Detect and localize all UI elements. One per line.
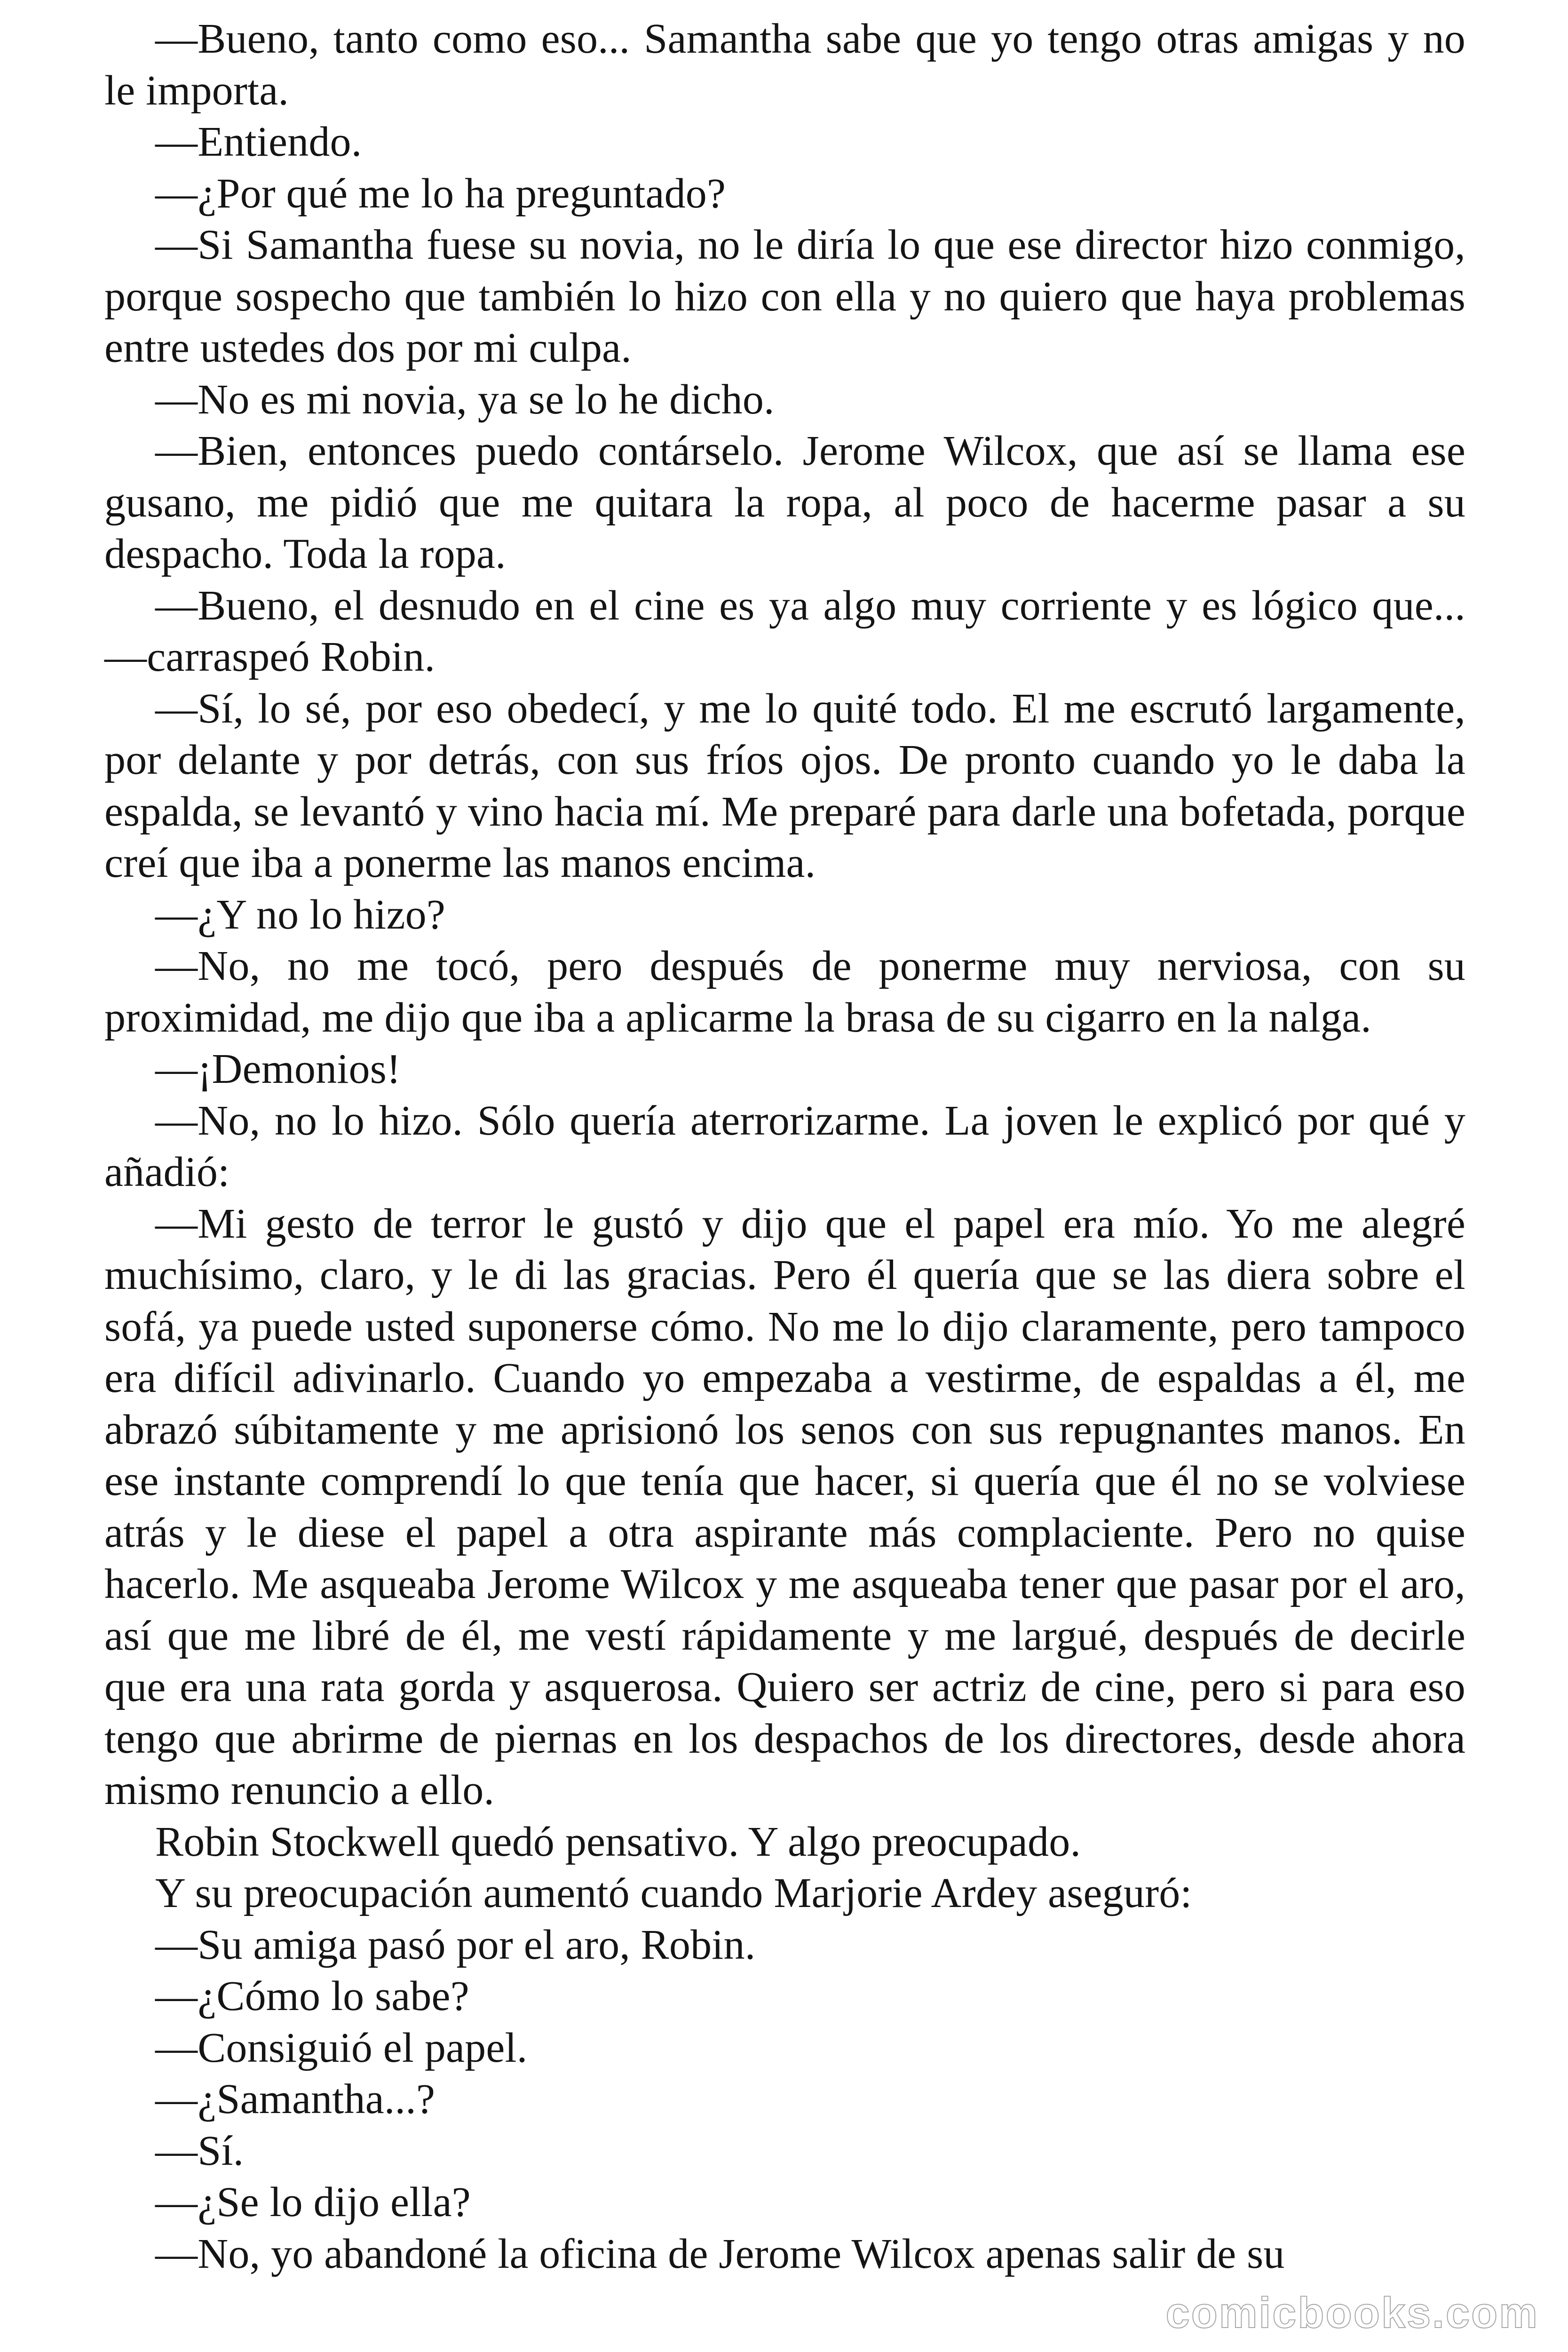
- paragraph: —Bueno, tanto como eso... Samantha sabe que yo tengo otras amigas y no le importa.: [104, 16, 1465, 114]
- paragraph: —Mi gesto de terror le gustó y dijo que el papel era mío. Yo me alegré muchísimo, claro, y le di las gracias. Pero él quería que se las diera sobre el sofá, ya puede usted suponerse cómo. No me lo dijo claramente, pero tampoco era difícil adivinarlo. Cuando yo empezaba a vestirme, de espaldas a él, me abrazó súbitamente y me aprisionó los senos con sus repugnantes manos. En ese instante comprendí lo que tenía que hacer, si quería que él no se volviese atrás y le diese el papel a otra aspirante más complaciente. Pero no quise hacerlo. Me asqueaba Jerome Wilcox y me asqueaba tener que pasar por el aro, así que me libré de él, me vestí rápidamente y me largué, después de decirle que era una rata gorda y asquerosa. Quiero ser actriz de cine, pero si para eso tengo que abrirme de piernas en los despachos de los directores, desde ahora mismo renuncio a ello.: [104, 1200, 1465, 1813]
- paragraph: —¿Por qué me lo ha preguntado?: [155, 170, 726, 217]
- paragraph: —¡Demonios!: [155, 1046, 401, 1092]
- paragraph: —Su amiga pasó por el aro, Robin.: [155, 1921, 756, 1968]
- paragraph: Y su preocupación aumentó cuando Marjorie Ardey aseguró:: [155, 1870, 1192, 1916]
- paragraph: —Sí, lo sé, por eso obedecí, y me lo quité todo. El me escrutó largamente, por delante y por detrás, con sus fríos ojos. De pronto cuando yo le daba la espalda, se levantó y vino hacia mí. Me preparé para darle una bofetada, porque creí que iba a ponerme las manos encima.: [104, 685, 1465, 886]
- paragraph: —¿Y no lo hizo?: [155, 891, 446, 938]
- book-page-text: [104, 13, 1465, 2280]
- paragraph: —¿Samantha...?: [155, 2076, 436, 2122]
- paragraph: —Bien, entonces puedo contárselo. Jerome Wilcox, que así se llama ese gusano, me pidió que me quitara la ropa, al poco de hacerme pasar a su despacho. Toda la ropa.: [104, 428, 1465, 577]
- paragraph: —Entiendo.: [155, 119, 362, 165]
- paragraph: —No, no lo hizo. Sólo quería aterrorizarme. La joven le explicó por qué y añadió:: [104, 1097, 1465, 1195]
- paragraph: —Sí.: [155, 2127, 244, 2174]
- paragraph: —No es mi novia, ya se lo he dicho.: [155, 376, 775, 423]
- paragraph: —Bueno, el desnudo en el cine es ya algo muy corriente y es lógico que... —carraspeó Robin.: [104, 582, 1465, 680]
- paragraph: —No, no me tocó, pero después de ponerme muy nerviosa, con su proximidad, me dijo que iba a aplicarme la brasa de su cigarro en la nalga.: [104, 943, 1465, 1041]
- watermark-logo: comicbooks.com: [1165, 2289, 1539, 2337]
- paragraph: —Consiguió el papel.: [155, 2024, 528, 2071]
- paragraph: —¿Cómo lo sabe?: [155, 1973, 469, 2019]
- paragraph: —Si Samantha fuese su novia, no le diría lo que ese director hizo conmigo, porque sospecho que también lo hizo con ella y no quiero que haya problemas entre ustedes dos por mi culpa.: [104, 222, 1465, 371]
- paragraph: —No, yo abandoné la oficina de Jerome Wilcox apenas salir de su: [155, 2230, 1285, 2277]
- paragraph: Robin Stockwell quedó pensativo. Y algo preocupado.: [155, 1818, 1081, 1865]
- paragraph: —¿Se lo dijo ella?: [155, 2179, 471, 2225]
